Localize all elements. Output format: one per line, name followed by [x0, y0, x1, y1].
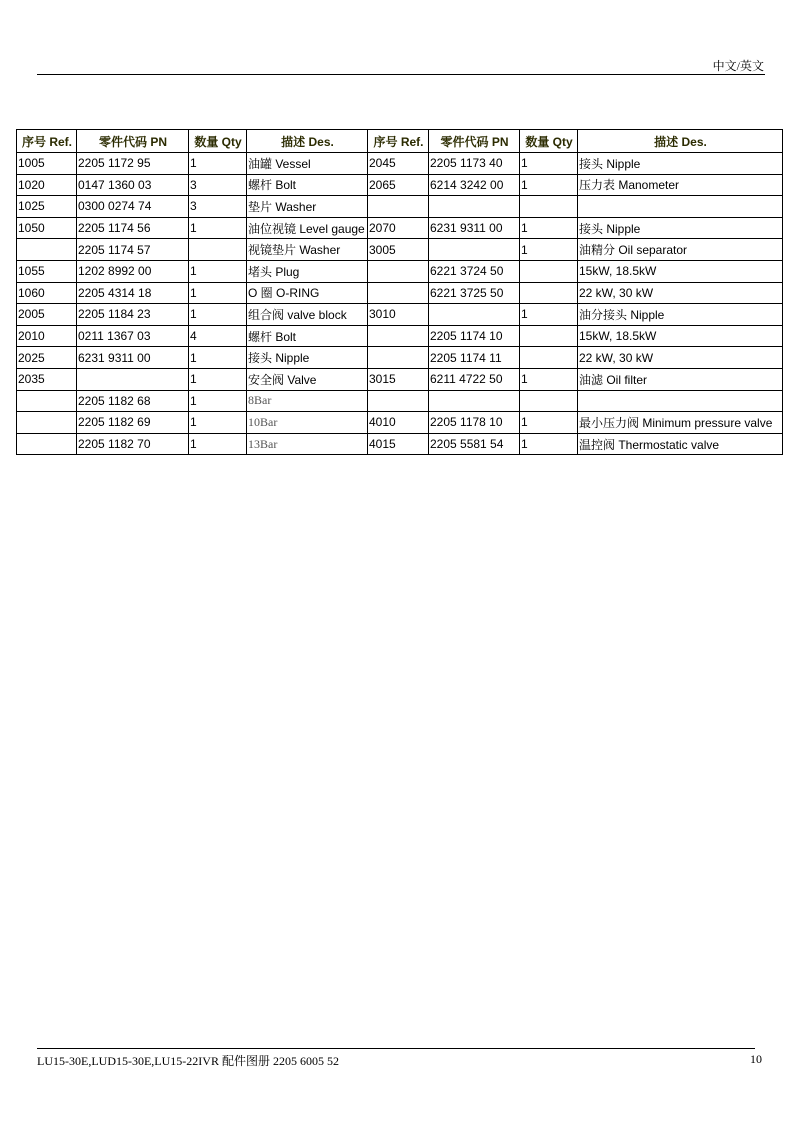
- cell-des: 安全阀 Valve: [247, 368, 368, 390]
- cell-qty: 1: [189, 347, 247, 369]
- cell-pn-2: 2205 1174 11: [429, 347, 520, 369]
- table-row: [17, 325, 783, 347]
- cell-pn: 0300 0274 74: [77, 196, 189, 218]
- cell-des-2: 15kW, 18.5kW: [578, 260, 783, 282]
- cell-qty-2: 1: [520, 433, 578, 455]
- cell-qty-2: [520, 260, 578, 282]
- cell-qty: 4: [189, 325, 247, 347]
- cell-qty-2: 1: [520, 368, 578, 390]
- cell-ref-2: [368, 260, 429, 282]
- table-row: [17, 347, 783, 369]
- cell-qty: 1: [189, 433, 247, 455]
- cell-pn-2: 2205 1173 40: [429, 153, 520, 175]
- cell-des-2: [578, 196, 783, 218]
- cell-qty-2: [520, 196, 578, 218]
- language-label: 中文/英文: [712, 59, 764, 73]
- table-row: [17, 153, 783, 175]
- header-divider: [37, 74, 765, 75]
- cell-des: 堵头 Plug: [247, 260, 368, 282]
- cell-des: 视镜垫片 Washer: [247, 239, 368, 261]
- footer-divider: [37, 1048, 755, 1049]
- cell-des-2: 15kW, 18.5kW: [578, 325, 783, 347]
- cell-des: O 圈 O-RING: [247, 282, 368, 304]
- cell-qty-2: 1: [520, 217, 578, 239]
- col-header-pn: 零件代码 PN: [77, 130, 189, 153]
- cell-ref-2: 4010: [368, 412, 429, 434]
- cell-qty: 3: [189, 196, 247, 218]
- cell-ref-2: 3010: [368, 304, 429, 326]
- table-row: [17, 412, 783, 434]
- cell-pn: 1202 8992 00: [77, 260, 189, 282]
- cell-ref: 2010: [17, 325, 77, 347]
- table-row: [17, 368, 783, 390]
- cell-qty: 1: [189, 390, 247, 412]
- cell-ref-2: 2070: [368, 217, 429, 239]
- cell-pn-2: 6221 3725 50: [429, 282, 520, 304]
- cell-ref-2: [368, 282, 429, 304]
- cell-pn-2: 2205 1178 10: [429, 412, 520, 434]
- cell-pn-2: 6231 9311 00: [429, 217, 520, 239]
- cell-pn-2: 2205 1174 10: [429, 325, 520, 347]
- cell-ref-2: 3005: [368, 239, 429, 261]
- cell-des-2: 接头 Nipple: [578, 217, 783, 239]
- cell-des: 组合阀 valve block: [247, 304, 368, 326]
- cell-ref: [17, 433, 77, 455]
- cell-des-2: 油精分 Oil separator: [578, 239, 783, 261]
- cell-des: 接头 Nipple: [247, 347, 368, 369]
- cell-ref: 1050: [17, 217, 77, 239]
- cell-des-2: 油分接头 Nipple: [578, 304, 783, 326]
- cell-qty-2: [520, 282, 578, 304]
- table-row: [17, 217, 783, 239]
- cell-pn: 2205 1174 57: [77, 239, 189, 261]
- cell-qty-2: [520, 390, 578, 412]
- cell-pn-2: [429, 196, 520, 218]
- cell-ref: [17, 390, 77, 412]
- cell-qty: 1: [189, 412, 247, 434]
- cell-pn: 0211 1367 03: [77, 325, 189, 347]
- col-header-pn-2: 零件代码 PN: [429, 130, 520, 153]
- cell-qty: 1: [189, 217, 247, 239]
- cell-pn-2: [429, 239, 520, 261]
- table-row: [17, 433, 783, 455]
- table-row: [17, 390, 783, 412]
- col-header-ref: 序号 Ref.: [17, 130, 77, 153]
- cell-des: 8Bar: [247, 390, 368, 412]
- table-row: [17, 174, 783, 196]
- cell-ref: 1025: [17, 196, 77, 218]
- cell-qty: 1: [189, 368, 247, 390]
- cell-ref: [17, 412, 77, 434]
- cell-des-2: [578, 390, 783, 412]
- cell-qty: 1: [189, 304, 247, 326]
- cell-ref: 2025: [17, 347, 77, 369]
- cell-pn: 2205 1184 23: [77, 304, 189, 326]
- cell-ref-2: [368, 390, 429, 412]
- cell-des: 油罐 Vessel: [247, 153, 368, 175]
- cell-ref-2: 4015: [368, 433, 429, 455]
- cell-ref: 1020: [17, 174, 77, 196]
- col-header-des: 描述 Des.: [247, 130, 368, 153]
- col-header-des-2: 描述 Des.: [578, 130, 783, 153]
- table-row: [17, 260, 783, 282]
- cell-ref-2: 2045: [368, 153, 429, 175]
- cell-qty-2: 1: [520, 304, 578, 326]
- cell-ref: [17, 239, 77, 261]
- cell-ref: 2035: [17, 368, 77, 390]
- col-header-ref-2: 序号 Ref.: [368, 130, 429, 153]
- cell-des: 螺杆 Bolt: [247, 174, 368, 196]
- col-header-qty: 数量 Qty: [189, 130, 247, 153]
- table-row: [17, 304, 783, 326]
- cell-pn: 2205 1182 69: [77, 412, 189, 434]
- cell-ref: 2005: [17, 304, 77, 326]
- cell-des-2: 22 kW, 30 kW: [578, 282, 783, 304]
- cell-des-2: 温控阀 Thermostatic valve: [578, 433, 783, 455]
- cell-des-2: 油滤 Oil filter: [578, 368, 783, 390]
- cell-des: 13Bar: [247, 433, 368, 455]
- cell-qty-2: [520, 325, 578, 347]
- cell-pn-2: [429, 304, 520, 326]
- parts-table-body: [17, 153, 783, 455]
- table-row: [17, 196, 783, 218]
- cell-pn: 2205 1182 68: [77, 390, 189, 412]
- cell-pn: [77, 368, 189, 390]
- cell-pn-2: 6214 3242 00: [429, 174, 520, 196]
- parts-table: [16, 129, 783, 455]
- cell-des-2: 接头 Nipple: [578, 153, 783, 175]
- cell-ref: 1055: [17, 260, 77, 282]
- cell-ref-2: [368, 325, 429, 347]
- cell-des-2: 最小压力阀 Minimum pressure valve: [578, 412, 783, 434]
- cell-des: 油位视镜 Level gauge: [247, 217, 368, 239]
- cell-pn-2: 6211 4722 50: [429, 368, 520, 390]
- cell-qty: [189, 239, 247, 261]
- cell-pn: 2205 1182 70: [77, 433, 189, 455]
- cell-qty-2: 1: [520, 153, 578, 175]
- cell-pn: 2205 1174 56: [77, 217, 189, 239]
- cell-pn: 0147 1360 03: [77, 174, 189, 196]
- cell-qty: 3: [189, 174, 247, 196]
- table-row: [17, 282, 783, 304]
- cell-des: 垫片 Washer: [247, 196, 368, 218]
- cell-ref-2: [368, 347, 429, 369]
- page-number: 10: [750, 1052, 762, 1066]
- cell-qty-2: 1: [520, 239, 578, 261]
- cell-ref-2: [368, 196, 429, 218]
- cell-ref-2: 2065: [368, 174, 429, 196]
- cell-qty-2: [520, 347, 578, 369]
- cell-qty: 1: [189, 260, 247, 282]
- document-title: LU15-30E,LUD15-30E,LU15-22IVR 配件图册 2205 6005 52: [37, 1054, 339, 1068]
- cell-des-2: 22 kW, 30 kW: [578, 347, 783, 369]
- cell-ref: 1005: [17, 153, 77, 175]
- cell-ref-2: 3015: [368, 368, 429, 390]
- cell-pn-2: 2205 5581 54: [429, 433, 520, 455]
- cell-des-2: 压力表 Manometer: [578, 174, 783, 196]
- col-header-qty-2: 数量 Qty: [520, 130, 578, 153]
- cell-ref: 1060: [17, 282, 77, 304]
- cell-qty: 1: [189, 153, 247, 175]
- cell-pn: 2205 4314 18: [77, 282, 189, 304]
- cell-pn: 6231 9311 00: [77, 347, 189, 369]
- table-header-row: [17, 130, 783, 153]
- table-row: [17, 239, 783, 261]
- cell-qty-2: 1: [520, 412, 578, 434]
- cell-pn-2: 6221 3724 50: [429, 260, 520, 282]
- cell-des: 10Bar: [247, 412, 368, 434]
- cell-des: 螺杆 Bolt: [247, 325, 368, 347]
- cell-qty-2: 1: [520, 174, 578, 196]
- cell-pn-2: [429, 390, 520, 412]
- cell-pn: 2205 1172 95: [77, 153, 189, 175]
- cell-qty: 1: [189, 282, 247, 304]
